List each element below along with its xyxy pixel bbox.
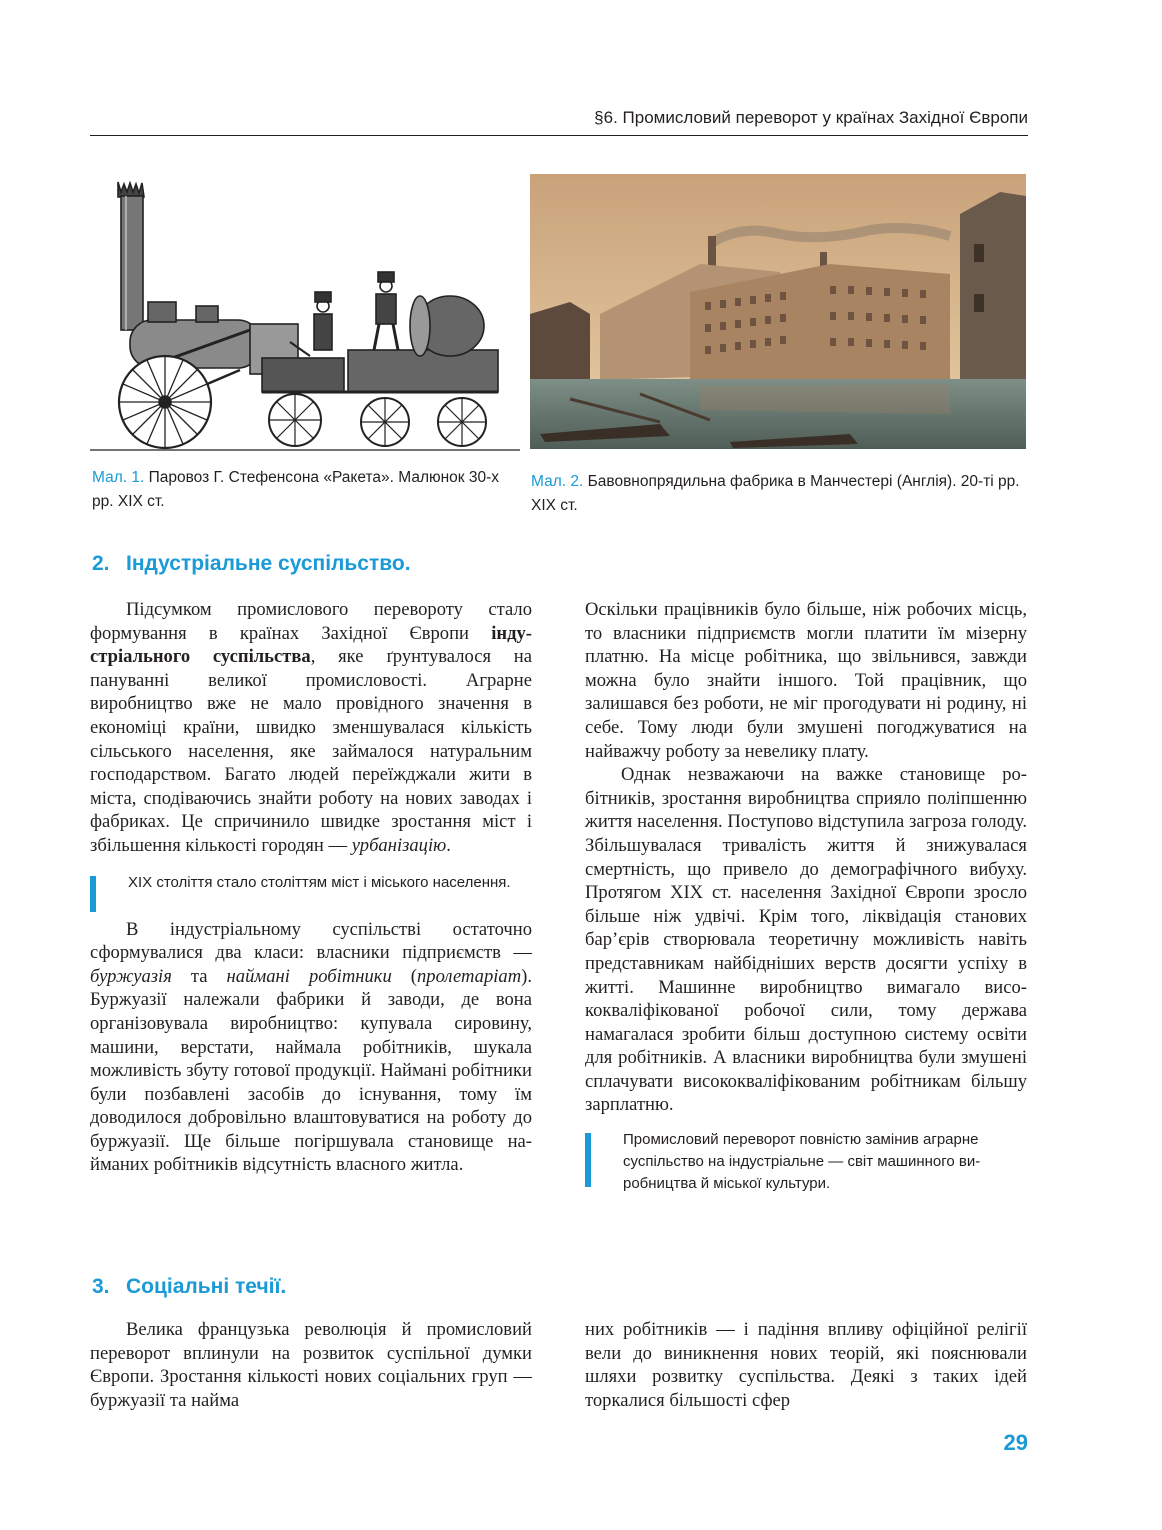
figure-2-caption: [531, 470, 1021, 518]
note-callout-cities: [90, 872, 532, 894]
note-callout-industrial: [585, 1129, 1027, 1195]
section-2-title: Індустріальне суспільство.: [126, 552, 411, 575]
text-run: (: [391, 965, 417, 987]
callout-bar: [585, 1133, 591, 1187]
paragraph-living-standards: Однак незважаючи на важке становище робітників, зростання виробництва сприяло поліпшенню життя населення. Поступово відступила загроза голоду. Збільшувалася тривалість життя й знижувалася смертність, що привело до демографічного вибуху. Протягом XIX ст. населення Західної Європи зросло більше ніж удвічі. Крім того, ліквідація станових бар’єрів створювала теоретичну можливість навіть представникам найбідніших верств досягти успіху в житті. Машинне виробництво вимагало висококваліфікованої робочої сили, тому держава намагалася зробити більш доступною систему освіти для робітників. А власники виробництва були змушені сплачувати висококваліфікованим робітникам більшу зарплатню.: [585, 764, 1027, 1116]
section-2-left-column: [90, 598, 532, 1177]
term-bourgeoisie: буржуазія: [90, 965, 172, 987]
term-hired-workers: наймані робітники: [226, 965, 392, 987]
figure-2-label: Мал. 2.: [531, 473, 584, 490]
term-urbanization: урбанізацію: [351, 834, 447, 856]
text-run: ). Буржуазії належали фабрики й заводи, де вона організовувала виробництво: купувала сировину, машини, верстати, наймала робітників, шукала можливість збуту готової продукції. Наймані робітники були позбавлені засобів до існування, тому їм доводилося добровільно влаштовуватися на роботу до буржуазії. Ще більше погіршувала становище найманих робітників відсутність власного житла.: [90, 965, 532, 1176]
note-text: Промисловий переворот повністю замінив аграрне суспільство на індустріальне — світ машинного виробництва й міської культури.: [623, 1131, 981, 1193]
figure-2-text: Бавовнопрядильна фабрика в Манчестері (Англія). 20-ті рр. XIX ст.: [531, 473, 1020, 514]
section-2-right-column: [585, 598, 1027, 1195]
text-run: , яке ґрунтувалося на пануванні великої промисловості. Аграрне виробництво вже не мало провідного значення в економіці країни, швидко зменшувалася кількість сільського населення, яке займалося натуральним господарством. Багато людей переїжджали жити в міста, сподіваючись знайти роботу на нових заводах і фабриках. Це спричинило швидке зростання міст і збільшення кількості городян —: [90, 646, 532, 856]
running-header: §6. Промисловий переворот у країнах Західної Європи: [594, 108, 1028, 127]
paragraph-low-wages: Оскільки працівників було більше, ніж робочих місць, то власники підприємств могли платити їм мізерну платню. На місце робітника, що звільнився, завжди можна було знайти іншого. Той працівник, що залишався без роботи, не міг прогодувати ні родину, ні себе. Тому люди були змушені погоджуватися на найважчу роботу за невелику плату.: [585, 599, 1027, 762]
section-3-right-column: [585, 1318, 1027, 1412]
text-run: Підсумком промислового перевороту стало формування в країнах Західної Європи: [90, 599, 532, 644]
figure-1-label: Мал. 1.: [92, 469, 145, 486]
term-proletariat: пролетаріат: [417, 965, 522, 987]
section-3-number: 3.: [92, 1275, 110, 1298]
callout-bar: [90, 876, 96, 912]
figure-1-text: Паровоз Г. Стефенсона «Ракета». Малюнок 30-х рр. XIX ст.: [92, 469, 500, 510]
figure-manchester-mill: [530, 174, 1026, 449]
note-text: XIX століття стало століттям міст і міського населення.: [128, 873, 511, 891]
section-3-title: Соціальні течії.: [126, 1275, 287, 1298]
rocket-locomotive-drawing: [90, 170, 520, 452]
figure-rocket-locomotive: [90, 170, 520, 452]
manchester-mill-painting: [530, 174, 1026, 449]
section-2-heading: [92, 552, 411, 576]
section-2-number: 2.: [92, 552, 110, 575]
page-number: 29: [1003, 1430, 1028, 1455]
header-rule: [90, 135, 1028, 136]
paragraph-social-thought: Велика французька революція й промисловий переворот вплинули на розвиток суспільної думки Європи. Зростання кількості нових соціальних груп — буржуазії та найма: [90, 1319, 532, 1411]
text-run: та: [171, 965, 227, 987]
term-industrial-society: індустріального суспільства: [90, 622, 532, 668]
figure-1-caption: [92, 466, 512, 514]
text-run: В індустріальному суспільстві остаточно сформувалися два класи: власники підприємств —: [90, 918, 532, 964]
text-run: .: [446, 834, 451, 856]
paragraph-industrial-society: [90, 598, 532, 858]
section-3-left-column: [90, 1318, 532, 1412]
paragraph-two-classes: [90, 918, 532, 1178]
paragraph-new-theories: них робітників — і падіння впливу офіційної релігії вели до виникнення нових теорій, які пояснювали шляхи розвитку суспільства. Деякі з таких ідей торкалися більшості сфер: [585, 1319, 1027, 1411]
section-3-heading: [92, 1275, 286, 1299]
